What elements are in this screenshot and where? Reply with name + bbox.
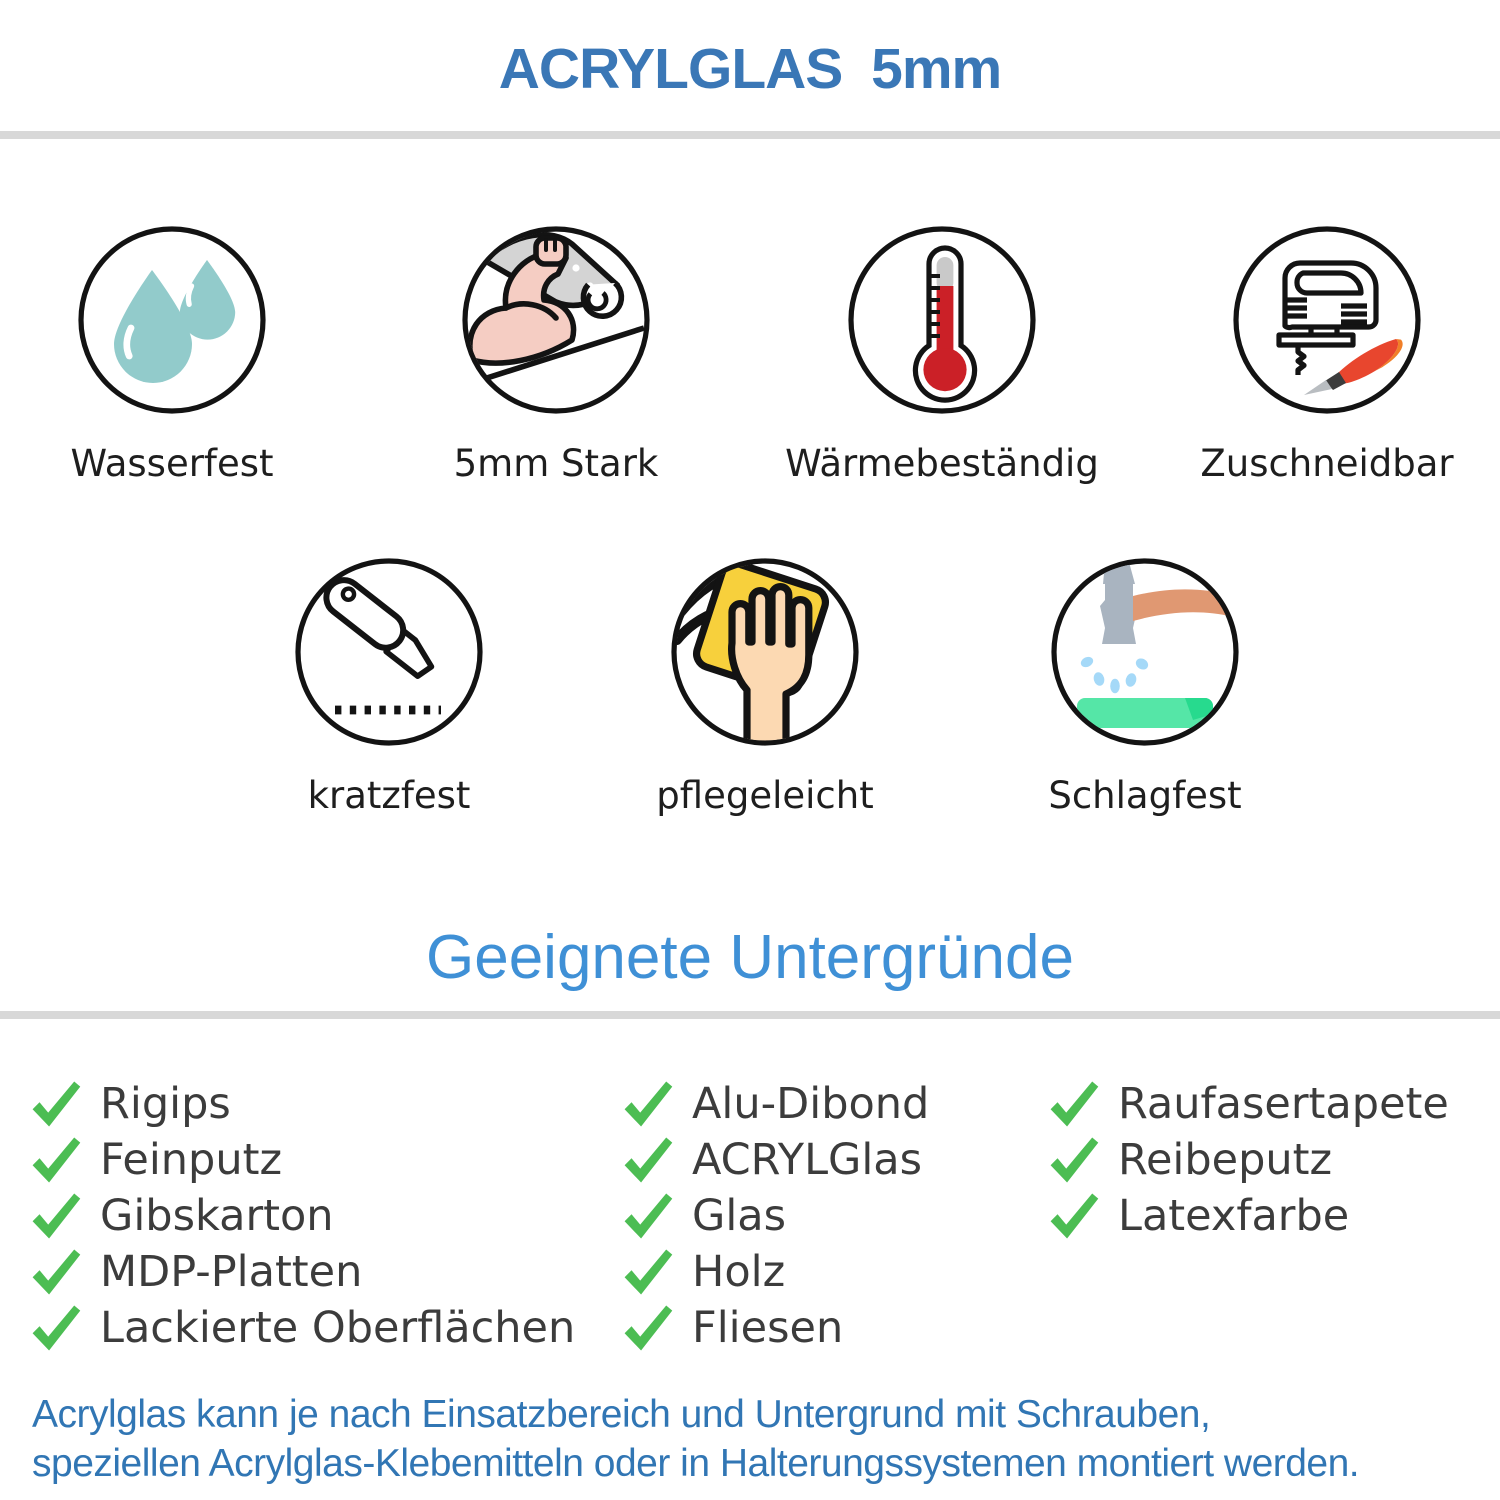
page-title: ACRYLGLAS 5mm [498, 37, 1002, 101]
check-icon [622, 1190, 674, 1242]
surface-label: Raufasertapete [1118, 1079, 1449, 1129]
divider-top [0, 131, 1500, 139]
feature-waermebestaendig [777, 220, 1107, 485]
feature-label: 5mm Stark [453, 442, 659, 485]
feature-label: Wärmebeständig [785, 442, 1099, 485]
utility-knife-icon [289, 552, 489, 752]
surfaces-column-2 [622, 1076, 929, 1356]
feature-5mm-stark [391, 220, 721, 485]
list-item [30, 1076, 575, 1132]
surface-label: Rigips [100, 1079, 231, 1129]
section-title-untergruende: Geeignete Untergründe [425, 923, 1074, 992]
surface-label: Alu-Dibond [692, 1079, 930, 1129]
check-icon [1048, 1134, 1100, 1186]
hammer-impact-icon [1045, 552, 1245, 752]
divider-middle [0, 1011, 1500, 1019]
muscle-arm-icon [456, 220, 656, 420]
feature-zuschneidbar [1162, 220, 1492, 485]
surface-label: Latexfarbe [1118, 1191, 1350, 1241]
list-item [30, 1244, 575, 1300]
list-item [1048, 1188, 1449, 1244]
list-item [30, 1300, 575, 1356]
surface-label: Feinputz [100, 1135, 283, 1185]
check-icon [622, 1246, 674, 1298]
mounting-note-line1: Acrylglas kann je nach Einsatzbereich und Untergrund mit Schrauben, [32, 1393, 1211, 1436]
check-icon [622, 1078, 674, 1130]
check-icon [1048, 1078, 1100, 1130]
list-item [622, 1300, 929, 1356]
surfaces-column-1 [30, 1076, 575, 1356]
check-icon [1048, 1190, 1100, 1242]
list-item [622, 1188, 929, 1244]
check-icon [30, 1302, 82, 1354]
list-item [622, 1132, 929, 1188]
water-drops-icon [72, 220, 272, 420]
feature-pflegeleicht [600, 552, 930, 817]
surface-label: Holz [692, 1247, 786, 1297]
feature-schlagfest [980, 552, 1310, 817]
check-icon [622, 1134, 674, 1186]
feature-label: Schlagfest [1048, 774, 1242, 817]
jigsaw-cutter-icon [1227, 220, 1427, 420]
surface-label: Lackierte Oberflächen [100, 1303, 576, 1353]
feature-label: Zuschneidbar [1200, 442, 1454, 485]
wiping-hand-icon [665, 552, 865, 752]
surface-label: Gibskarton [100, 1191, 334, 1241]
check-icon [622, 1302, 674, 1354]
surface-label: MDP-Platten [100, 1247, 363, 1297]
thermometer-icon [842, 220, 1042, 420]
feature-label: kratzfest [307, 774, 471, 817]
list-item [30, 1188, 575, 1244]
check-icon [30, 1078, 82, 1130]
list-item [622, 1076, 929, 1132]
surface-label: Fliesen [692, 1303, 844, 1353]
mounting-note [32, 1390, 1359, 1488]
list-item [30, 1132, 575, 1188]
feature-wasserfest [7, 220, 337, 485]
list-item [1048, 1132, 1449, 1188]
list-item [622, 1244, 929, 1300]
list-item [1048, 1076, 1449, 1132]
feature-label: Wasserfest [70, 442, 274, 485]
surface-label: ACRYLGlas [692, 1135, 923, 1185]
feature-kratzfest [224, 552, 554, 817]
check-icon [30, 1246, 82, 1298]
check-icon [30, 1190, 82, 1242]
feature-label: pflegeleicht [656, 774, 874, 817]
mounting-note-line2: speziellen Acrylglas-Klebemitteln oder in Halterungssystemen montiert werden. [32, 1442, 1360, 1485]
surface-label: Reibeputz [1118, 1135, 1333, 1185]
surface-label: Glas [692, 1191, 787, 1241]
check-icon [30, 1134, 82, 1186]
surfaces-column-3 [1048, 1076, 1449, 1244]
